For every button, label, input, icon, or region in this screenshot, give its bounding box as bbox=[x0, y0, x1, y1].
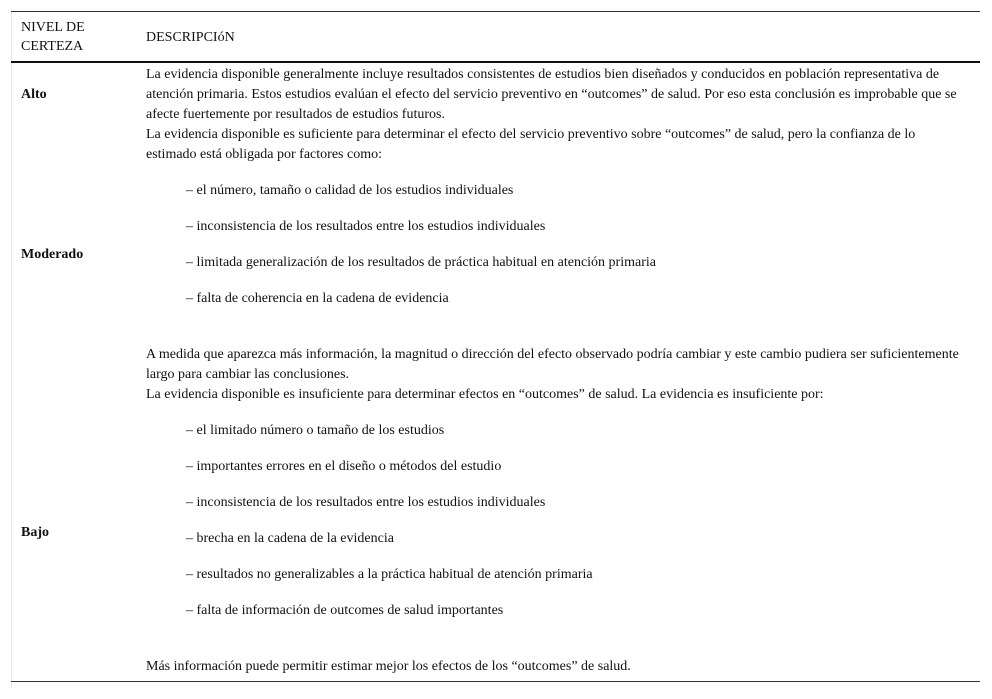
list-item: – resultados no generalizables a la práctica habitual de atención primaria bbox=[186, 567, 593, 582]
level-moderado: Moderado bbox=[21, 247, 84, 262]
list-item: – inconsistencia de los resultados entre los estudios individuales bbox=[186, 219, 546, 234]
certainty-level-table bbox=[11, 11, 980, 682]
header-level bbox=[11, 12, 136, 63]
level-bajo: Bajo bbox=[11, 385, 136, 682]
spacer bbox=[146, 637, 960, 657]
list-item: – brecha en la cadena de la evidencia bbox=[186, 531, 394, 546]
list-item: – importantes errores en el diseño o métodos del estudio bbox=[186, 459, 502, 474]
list-item: – falta de información de outcomes de salud importantes bbox=[186, 603, 504, 618]
table-row-bajo bbox=[11, 385, 980, 682]
header-level-line-1: NIVEL DE bbox=[21, 20, 85, 35]
list-item: – el limitado número o tamaño de los estudios bbox=[186, 423, 445, 438]
moderado-intro: La evidencia disponible es suficiente para determinar el efecto del servicio preventivo sobre “outcomes” de salud, pero la confianza de lo estimado está obligada por factores como: bbox=[146, 127, 916, 162]
list-item: – el número, tamaño o calidad de los estudios individuales bbox=[186, 183, 514, 198]
header-level-line-2: CERTEZA bbox=[21, 39, 84, 54]
certainty-table-container bbox=[11, 11, 980, 682]
table-row-alto bbox=[11, 62, 980, 125]
bajo-outro: Más información puede permitir estimar mejor los efectos de los “outcomes” de salud. bbox=[146, 659, 631, 674]
list-item: – limitada generalización de los resultados de práctica habitual en atención primaria bbox=[186, 255, 656, 270]
header-row bbox=[11, 12, 980, 63]
moderado-factor-list bbox=[146, 181, 960, 309]
bajo-intro: La evidencia disponible es insuficiente para determinar efectos en “outcomes” de salud. La evidencia es insuficiente por: bbox=[146, 387, 824, 402]
spacer bbox=[146, 325, 960, 345]
moderado-outro: A medida que aparezca más información, la magnitud o dirección del efecto observado podría cambiar y este cambio pudiera ser suficientemente largo para cambiar las conclusiones. bbox=[146, 347, 959, 382]
header-description: DESCRIPCIóN bbox=[136, 12, 980, 63]
list-item: – inconsistencia de los resultados entre los estudios individuales bbox=[186, 495, 546, 510]
table-row-moderado bbox=[11, 125, 980, 385]
description-alto bbox=[136, 62, 980, 125]
description-moderado bbox=[136, 125, 980, 385]
bajo-reason-list bbox=[146, 421, 960, 621]
level-alto: Alto bbox=[21, 87, 47, 102]
list-item: – falta de coherencia en la cadena de evidencia bbox=[186, 291, 449, 306]
description-bajo bbox=[136, 385, 980, 682]
alto-text: La evidencia disponible generalmente incluye resultados consistentes de estudios bien diseñados y conducidos en población representativa de atención primaria. Estos estudios evalúan el efecto del servicio preventivo en “outcomes” de salud. Por eso esta conclusión es improbable que se afecte fuertemente por resultados de estudios futuros. bbox=[146, 67, 957, 122]
